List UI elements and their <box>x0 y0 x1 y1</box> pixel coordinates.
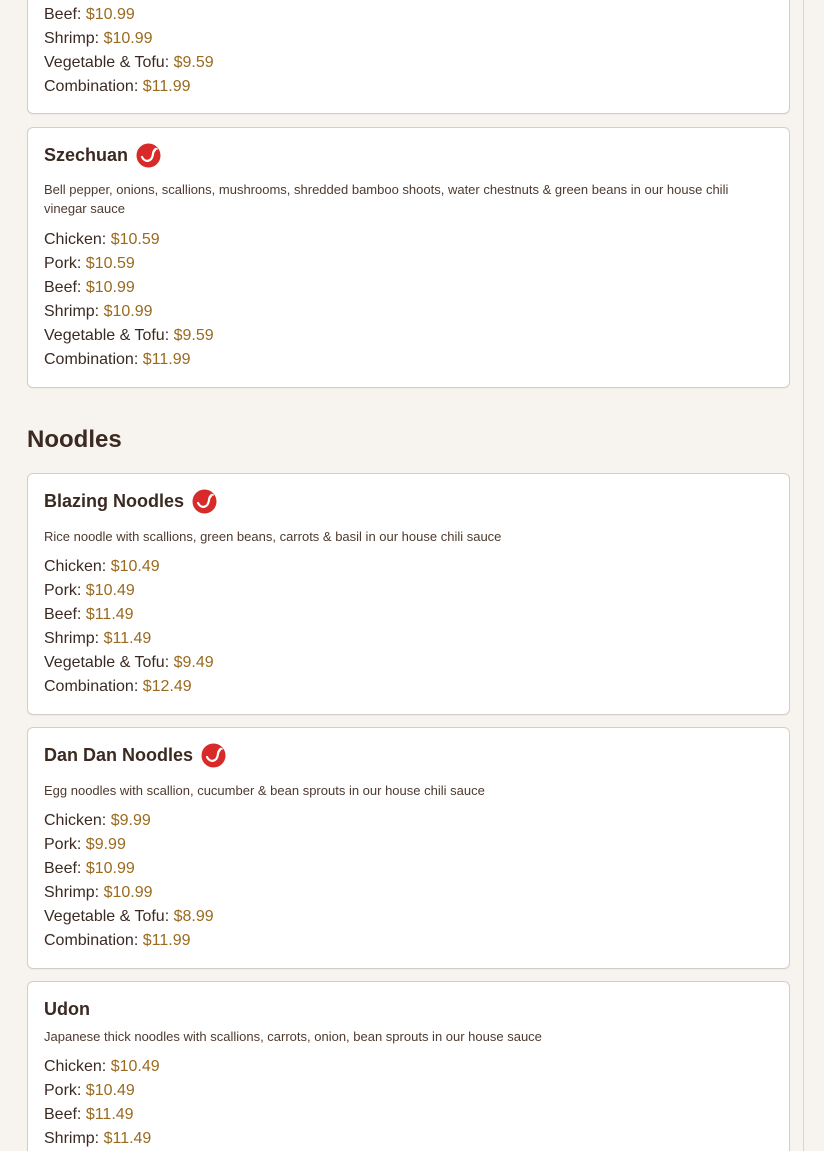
price-row: Chicken: $9.99 <box>44 812 151 829</box>
price-row: Shrimp: $11.49 <box>44 630 152 647</box>
item-name: Szechuan <box>44 144 129 165</box>
price-row: Pork: $10.49 <box>44 582 135 599</box>
price-row: Beef: $10.99 <box>44 279 135 296</box>
chili-pepper-icon <box>192 489 217 514</box>
item-title-row <box>44 140 773 170</box>
price-row: Combination: $11.99 <box>44 78 191 95</box>
price-row: Combination: $11.99 <box>44 351 191 368</box>
price-list <box>44 228 773 372</box>
scrollbar-track[interactable] <box>803 0 804 1151</box>
price-row: Combination: $11.99 <box>44 932 191 949</box>
price-row: Vegetable & Tofu: $9.59 <box>44 327 214 344</box>
item-name: Dan Dan Noodles <box>44 744 194 765</box>
item-description: Rice noodle with scallions, green beans, carrots & basil in our house chili sauce <box>44 529 502 544</box>
price-row: Chicken: $10.59 <box>44 231 160 248</box>
price-row: Pork: $9.99 <box>44 836 126 853</box>
price-row: Beef: $10.99 <box>44 6 135 23</box>
price-row: Vegetable & Tofu: $9.59 <box>44 54 214 71</box>
price-list <box>44 1055 773 1151</box>
item-description: Japanese thick noodles with scallions, carrots, onion, bean sprouts in our house sauce <box>44 1029 542 1044</box>
menu-item-card-udon <box>27 981 790 1151</box>
item-description: Egg noodles with scallion, cucumber & bean sprouts in our house chili sauce <box>44 783 485 798</box>
item-name: Udon <box>44 998 90 1019</box>
chili-pepper-icon <box>201 743 226 768</box>
price-list <box>44 555 773 699</box>
price-row: Shrimp: $10.99 <box>44 303 153 320</box>
price-row: Beef: $11.49 <box>44 1106 134 1123</box>
item-title-row <box>44 740 773 770</box>
item-name: Blazing Noodles <box>44 490 185 511</box>
price-row: Vegetable & Tofu: $8.99 <box>44 908 214 925</box>
menu-item-card-szechuan <box>27 127 790 388</box>
item-title-row <box>44 486 773 516</box>
price-row: Pork: $10.49 <box>44 1082 135 1099</box>
section-heading-noodles: Noodles <box>27 426 122 453</box>
price-row: Shrimp: $10.99 <box>44 884 153 901</box>
price-row: Chicken: $10.49 <box>44 558 160 575</box>
price-row: Pork: $10.59 <box>44 255 135 272</box>
price-row: Shrimp: $10.99 <box>44 30 153 47</box>
menu-item-card-previous <box>27 0 790 114</box>
menu-item-card-dan-dan-noodles <box>27 727 790 969</box>
price-row: Beef: $11.49 <box>44 606 134 623</box>
price-row: Vegetable & Tofu: $9.49 <box>44 654 214 671</box>
chili-pepper-icon <box>136 143 161 168</box>
price-list <box>44 3 773 99</box>
price-list <box>44 809 773 953</box>
item-title-row <box>44 994 773 1024</box>
price-row: Shrimp: $11.49 <box>44 1130 152 1147</box>
price-row: Beef: $10.99 <box>44 860 135 877</box>
price-row: Chicken: $10.49 <box>44 1058 160 1075</box>
menu-item-card-blazing-noodles <box>27 473 790 715</box>
item-description: Bell pepper, onions, scallions, mushrooms, shredded bamboo shoots, water chestnuts & green beans in our house chili vinegar sauce <box>44 182 729 216</box>
price-row: Combination: $12.49 <box>44 678 192 695</box>
